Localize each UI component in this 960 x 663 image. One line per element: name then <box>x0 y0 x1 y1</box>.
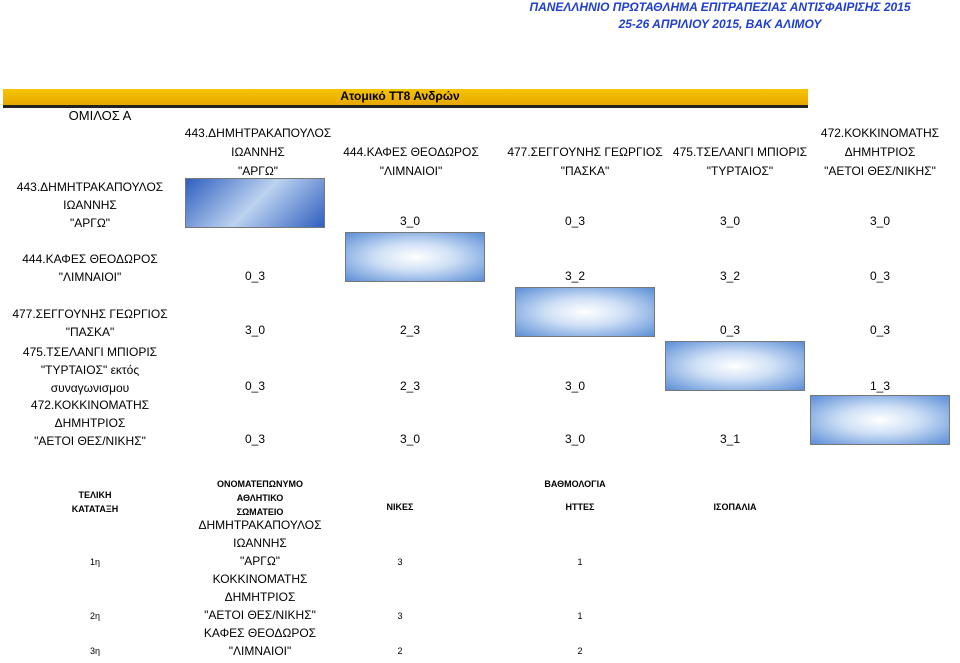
col-head-line: ΙΩΑΝΝΗΣ <box>231 145 285 159</box>
standings-name <box>185 624 335 660</box>
standings-losses-header: ΗΤΤΕΣ <box>565 502 595 512</box>
col-head-2 <box>336 143 486 181</box>
score-cell: 3_2 <box>564 269 586 283</box>
score-cell: 3_1 <box>719 432 741 446</box>
standings-rank-header <box>55 488 135 516</box>
score-cell: 1_3 <box>869 379 891 393</box>
row-name-2 <box>10 250 170 286</box>
score-cell: 0_3 <box>869 323 891 337</box>
header-line: ΚΑΤΑΤΑΞΗ <box>71 504 119 514</box>
row-name-4 <box>10 343 170 397</box>
diagonal-cell-1 <box>185 178 325 228</box>
diagonal-cell-3 <box>515 287 655 337</box>
score-cell: 0_3 <box>869 269 891 283</box>
score-cell: 3_0 <box>869 214 891 228</box>
row-name-line: "ΠΑΣΚΑ" <box>65 325 115 339</box>
col-head-line: 443.ΔΗΜΗΤΡΑΚΑΠΟΥΛΟΣ <box>184 126 332 140</box>
standings-name-header <box>190 477 330 519</box>
header-line: ΑΘΛΗΤΙΚΟ <box>236 493 284 503</box>
group-title: Ατομικό ΤΤ8 Ανδρών <box>340 89 460 103</box>
row-name-line: 472.ΚΟΚΚΙΝΟΜΑΤΗΣ <box>30 398 150 412</box>
col-head-line: ΔΗΜΗΤΡΙΟΣ <box>844 145 916 159</box>
row-name-line: "ΑΕΤΟΙ ΘΕΣ/ΝΙΚΗΣ" <box>34 434 146 448</box>
col-head-5 <box>810 124 950 181</box>
score-cell: 0_3 <box>244 379 266 393</box>
diagonal-cell-5 <box>810 395 950 445</box>
score-cell: 0_3 <box>564 214 586 228</box>
header-line: ΤΕΛΙΚΗ <box>78 490 112 500</box>
row-name-line: 444.ΚΑΦΕΣ ΘΕΟΔΩΡΟΣ <box>22 252 158 266</box>
row-name-3 <box>10 305 170 341</box>
col-head-line: 477.ΣΕΓΓΟΥΝΗΣ ΓΕΩΡΓΙΟΣ <box>507 145 663 159</box>
standings-losses: 1 <box>577 611 583 621</box>
row-name-5 <box>10 396 170 450</box>
col-head-line: 475.ΤΣΕΛΑΝΓΙ ΜΠΙΟΡΙΣ <box>672 145 808 159</box>
score-cell: 2_3 <box>399 379 421 393</box>
diagonal-cell-2 <box>345 232 485 282</box>
name-line: ΚΟΚΚΙΝΟΜΑΤΗΣ <box>212 572 308 586</box>
row-name-line: 477.ΣΕΓΓΟΥΝΗΣ ΓΕΩΡΓΙΟΣ <box>12 307 168 321</box>
diagonal-cell-4 <box>665 341 805 391</box>
score-cell: 3_0 <box>564 379 586 393</box>
standings-rank: 2η <box>89 611 100 621</box>
score-cell: 3_0 <box>399 214 421 228</box>
name-line: ΙΩΑΝΝΗΣ <box>233 536 287 550</box>
header-line-1: ΠΑΝΕΛΛΗΝΙΟ ΠΡΩΤΑΘΛΗΜΑ ΕΠΙΤΡΑΠΕΖΙΑΣ ΑΝΤΙΣΦΑΙΡΙΣΗΣ 2015 <box>529 0 911 14</box>
score-cell: 3_2 <box>719 269 741 283</box>
col-head-line: 444.ΚΑΦΕΣ ΘΕΟΔΩΡΟΣ <box>343 145 479 159</box>
score-cell: 3_0 <box>564 432 586 446</box>
standings-wins: 3 <box>397 611 403 621</box>
group-name: ΟΜΙΛΟΣ Α <box>68 108 132 123</box>
standings-name <box>185 516 335 570</box>
col-head-4 <box>660 143 820 181</box>
name-line: ΚΑΦΕΣ ΘΕΟΔΩΡΟΣ <box>203 626 317 640</box>
col-head-line: 472.ΚΟΚΚΙΝΟΜΑΤΗΣ <box>820 126 940 140</box>
col-head-line: "ΠΑΣΚΑ" <box>560 164 610 178</box>
col-head-3 <box>500 143 670 181</box>
name-line: "ΛΙΜΝΑΙΟΙ" <box>228 644 292 658</box>
standings-name <box>185 570 335 624</box>
name-line: ΔΗΜΗΤΡΙΟΣ <box>224 590 296 604</box>
name-line: "ΑΕΤΟΙ ΘΕΣ/ΝΙΚΗΣ" <box>204 608 316 622</box>
row-name-line: "ΑΡΓΩ" <box>69 216 111 230</box>
standings-points-header: ΒΑΘΜΟΛΟΓΙΑ <box>544 479 606 489</box>
row-name-line: ΔΗΜΗΤΡΙΟΣ <box>54 416 126 430</box>
header-line-2: 25-26 ΑΠΡΙΛΙΟΥ 2015, ΒΑΚ ΑΛΙΜΟΥ <box>618 17 822 31</box>
score-cell: 3_0 <box>244 323 266 337</box>
name-line: "ΑΡΓΩ" <box>239 554 281 568</box>
standings-wins: 2 <box>397 646 403 656</box>
standings-losses: 2 <box>577 646 583 656</box>
standings-wins-header: ΝΙΚΕΣ <box>386 502 414 512</box>
row-name-line: "ΛΙΜΝΑΙΟΙ" <box>58 270 122 284</box>
score-cell: 0_3 <box>719 323 741 337</box>
standings-losses: 1 <box>577 557 583 567</box>
score-cell: 0_3 <box>244 269 266 283</box>
row-name-line: "ΤΥΡΤΑΙΟΣ" εκτός <box>40 363 140 377</box>
col-head-line: "ΛΙΜΝΑΙΟΙ" <box>379 164 443 178</box>
col-head-line: "ΤΥΡΤΑΙΟΣ" <box>706 164 774 178</box>
row-name-line: συναγωνισμου <box>50 381 130 395</box>
row-name-line: 443.ΔΗΜΗΤΡΑΚΑΠΟΥΛΟΣ <box>16 180 164 194</box>
standings-rank: 3η <box>89 646 100 656</box>
header-line: ΟΝΟΜΑΤΕΠΩΝΥΜΟ <box>217 479 303 489</box>
name-line: ΔΗΜΗΤΡΑΚΑΠΟΥΛΟΣ <box>198 518 322 532</box>
col-head-line: "ΑΕΤΟΙ ΘΕΣ/ΝΙΚΗΣ" <box>824 164 936 178</box>
score-cell: 0_3 <box>244 432 266 446</box>
standings-wins: 3 <box>397 557 403 567</box>
row-name-line: 475.ΤΣΕΛΑΝΓΙ ΜΠΙΟΡΙΣ <box>22 345 158 359</box>
col-head-1 <box>178 124 338 181</box>
score-cell: 3_0 <box>399 432 421 446</box>
score-cell: 2_3 <box>399 323 421 337</box>
row-name-1 <box>10 178 170 232</box>
row-name-line: ΙΩΑΝΝΗΣ <box>63 198 117 212</box>
col-head-line: "ΑΡΓΩ" <box>237 164 279 178</box>
header-line: ΣΩΜΑΤΕΙΟ <box>236 507 284 517</box>
standings-rank: 1η <box>89 557 100 567</box>
standings-draws-header: ΙΣΟΠΑΛΙΑ <box>713 502 757 512</box>
score-cell: 3_0 <box>719 214 741 228</box>
